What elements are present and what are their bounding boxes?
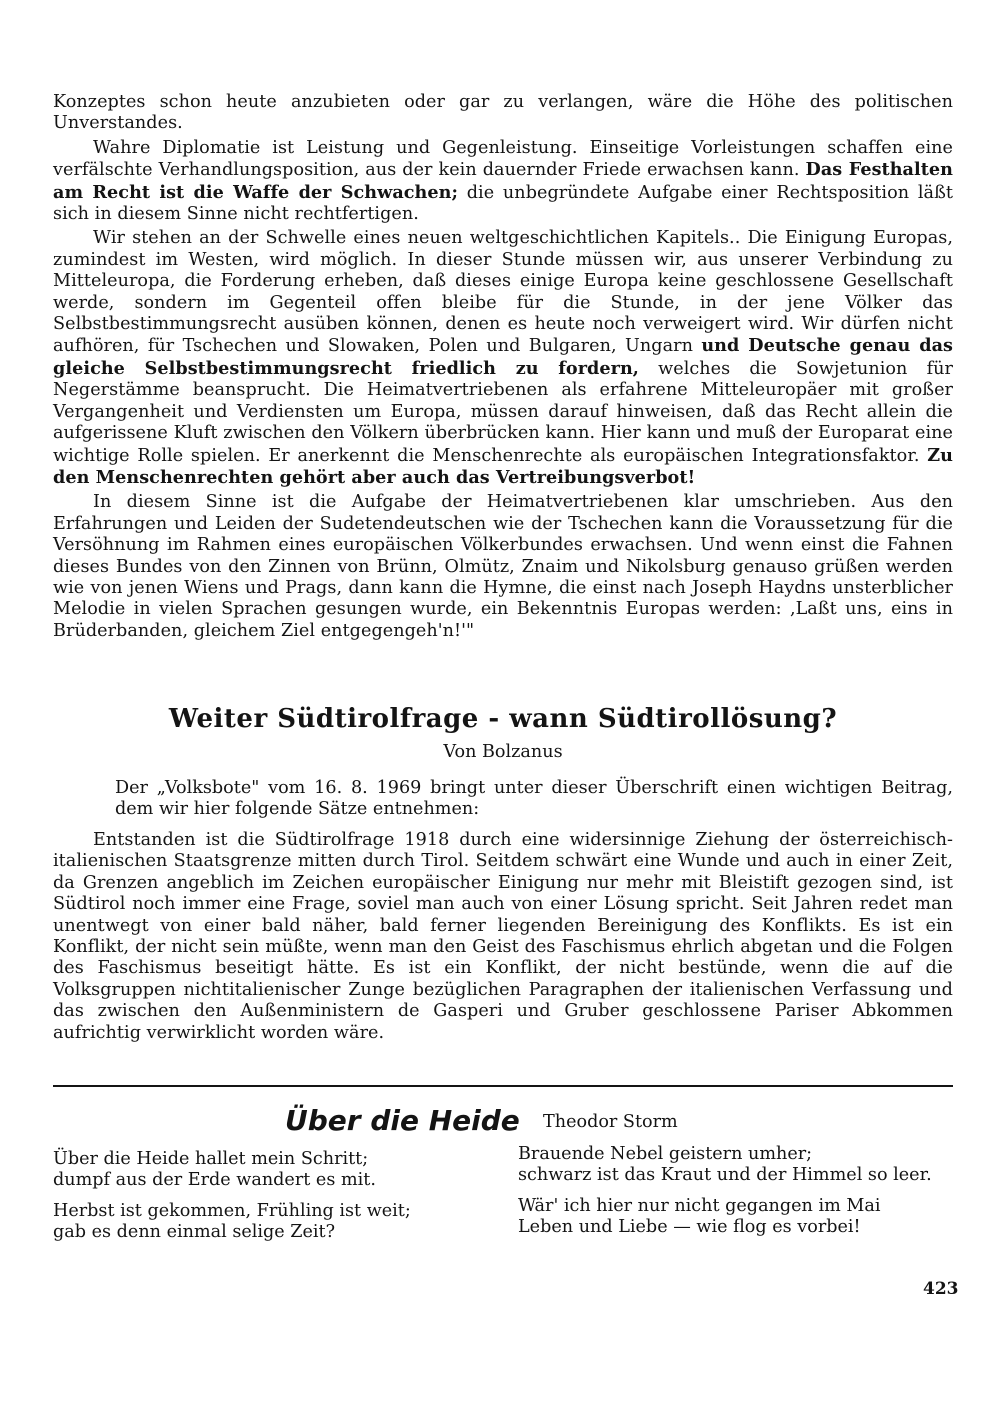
article-body <box>53 830 953 1047</box>
poem-stanza <box>53 1149 483 1191</box>
poem-line: Über die Heide hallet mein Schritt; <box>53 1149 369 1169</box>
poem-line: dumpf aus der Erde wandert es mit. <box>53 1170 376 1190</box>
poem-line: Herbst ist gekommen, Frühling ist weit; <box>53 1201 411 1221</box>
article-title: Weiter Südtirolfrage - wann Südtirollösung? <box>168 704 838 734</box>
paragraph-2-bold: Das Festhalten am Recht ist die Waffe der Schwachen; <box>53 159 953 203</box>
paragraph-2-text-a: Wahre Diplomatie ist Leistung und Gegenleistung. Einseitige Vorleistungen schaffen eine verfälschte Verhandlungsposition, aus der kein dauernder Friede erwachsen kann. <box>53 137 953 181</box>
poem-line: gab es denn einmal selige Zeit? <box>53 1222 336 1242</box>
poem-left-column <box>53 1149 483 1253</box>
poem-line: Brauende Nebel geistern umher; <box>518 1144 813 1164</box>
article-intro: Der „Volksbote" vom 16. 8. 1969 bringt unter dieser Überschrift einen wichtigen Beitrag, dem wir hier folgende Sätze entnehmen: <box>115 778 953 820</box>
poem-author: Theodor Storm <box>543 1112 678 1132</box>
page <box>53 92 959 1299</box>
section-divider <box>53 1085 953 1087</box>
poem-stanza <box>518 1196 958 1238</box>
paragraph-3 <box>53 228 953 489</box>
poem-line: Leben und Liebe — wie flog es vorbei! <box>518 1217 861 1237</box>
poem-stanza <box>518 1144 958 1186</box>
paragraph-3-bold-1: und Deutsche genau das gleiche Selbstbestimmungsrecht friedlich zu fordern, <box>53 335 953 379</box>
paragraph-3-text-b: welches die Sowjetunion für Negerstämme beansprucht. Die Heimatvertriebenen als erfahrene Mitteleuropäer mit großer Vergangenheit und Verdiensten um Europa, müssen darauf hinweisen, daß das Recht allein die aufgerissene Kluft zwischen den Völkern überbrücken kann. Hier kann und muß der Europarat eine wichtige Rolle spielen. Er anerkennt die Menschenrechte als europäischen Integrationsfaktor. <box>53 358 953 466</box>
paragraph-3-bold-2: Zu den Menschenrechten gehört aber auch das Vertreibungsverbot! <box>53 444 953 488</box>
poem-stanza <box>53 1201 483 1243</box>
article-body-paragraph: Entstanden ist die Südtirolfrage 1918 durch eine widersinnige Ziehung der österreichisch-italienischen Staatsgrenze mitten durch Tirol. Seitdem schwärt eine Wunde und auch in einer Zeit, da Grenzen angeblich im Zeichen europäischer Einigung nur mehr mit Bleistift gezogen sind, ist Südtirol noch immer eine Frage, soviel man auch von einer Lösung spricht. Seit Jahren redet man unentwegt von einer bald näher, bald ferner liegenden Bereinigung des Konflikts. Es ist ein Konflikt, der nicht sein müßte, wenn man den Geist des Faschismus ehrlich abgetan und die Folgen des Faschismus beseitigt hätte. Es ist ein Konflikt, der nicht bestünde, wenn die auf die Volksgruppen nichtitalienischer Zunge bezüglichen Paragraphen der italienischen Verfassung und das zwischen den Außenministern de Gasperi und Gruber geschlossene Pariser Abkommen aufrichtig verwirklicht worden wäre. <box>53 830 953 1043</box>
paragraph-2 <box>53 138 953 226</box>
paragraph-2-text-b: die unbegründete Aufgabe einer Rechtsposition läßt sich in diesem Sinne nicht rechtfertigen. <box>53 182 953 225</box>
page-number: 423 <box>923 1279 959 1299</box>
paragraph-4: In diesem Sinne ist die Aufgabe der Heimatvertriebenen klar umschrieben. Aus den Erfahrungen und Leiden der Sudetendeutschen wie der Tschechen kann die Voraussetzung für die Versöhnung im Rahmen eines europäischen Völkerbundes erwachsen. Und wenn einst die Fahnen dieses Bundes von den Zinnen von Brünn, Olmütz, Znaim und Nikolsburg genauso grüßen werden wie von jenen Wiens und Prags, dann kann die Hymne, die einst nach Joseph Haydns unsterblicher Melodie in vielen Sprachen gesungen wurde, ein Bekenntnis Europas werden: ‚Laßt uns, eins in Brüderbanden, gleichem Ziel entgegengeh'n!'" <box>53 492 953 641</box>
poem-line: Wär' ich hier nur nicht gegangen im Mai <box>518 1196 881 1216</box>
article-byline: Von Bolzanus <box>443 742 563 762</box>
poem-line: schwarz ist das Kraut und der Himmel so leer. <box>518 1165 932 1185</box>
paragraph-3-text-a: Wir stehen an der Schwelle eines neuen weltgeschichtlichen Kapitels.. Die Einigung Europas, zumindest im Westen, wird möglich. In dieser Stunde müssen wir, aus unserer Verbindung zu Mitteleuropa, die Forderung erheben, daß dieses einige Europa keine geschlossene Gesellschaft werde, sondern im Gegenteil offen bleibe für die Stunde, in der jene Völker das Selbstbestimmungsrecht ausüben können, denen es heute noch verweigert wird. Wir dürfen nicht aufhören, für Tschechen und Slowaken, Polen und Bulgaren, Ungarn <box>53 228 953 357</box>
poem-right-column <box>518 1144 958 1248</box>
paragraph-1: Konzeptes schon heute anzubieten oder gar zu verlangen, wäre die Höhe des politischen Unverstandes. <box>53 92 953 134</box>
poem-title: Über die Heide <box>285 1104 520 1137</box>
